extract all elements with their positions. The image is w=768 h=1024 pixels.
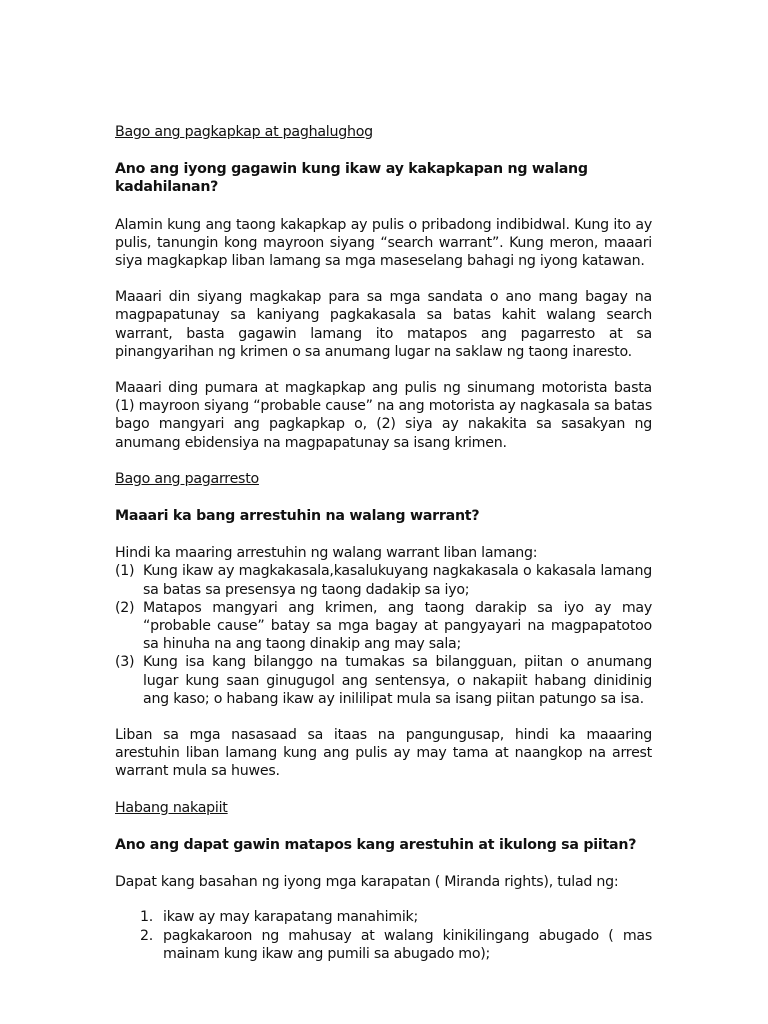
list-marker: (2) bbox=[115, 599, 135, 616]
list-item bbox=[115, 562, 652, 598]
rights-list bbox=[115, 908, 652, 963]
list-marker: (1) bbox=[115, 563, 135, 580]
list-intro: Dapat kang basahan ng iyong mga karapatan ( Miranda rights), tulad ng: bbox=[115, 874, 619, 891]
list-item-text: pagkakaroon ng mahusay at walang kinikilingang abugado ( mas mainam kung ikaw ang pumili sa abugado mo); bbox=[163, 927, 652, 962]
list-marker: (3) bbox=[115, 654, 135, 671]
list-intro: Hindi ka maaring arrestuhin ng walang warrant liban lamang: bbox=[115, 545, 538, 562]
section-question: Ano ang iyong gagawin kung ikaw ay kakapkapan ng walang kadahilanan? bbox=[115, 161, 588, 196]
conditions-list bbox=[115, 562, 652, 708]
list-item bbox=[115, 599, 652, 654]
list-item-text: Matapos mangyari ang krimen, ang taong darakip sa iyo ay may “probable cause” batay sa mga bagay at pangyayari na magpapatotoo sa hinuha na ang taong dinakip ang may sala; bbox=[143, 599, 652, 653]
list-item bbox=[140, 908, 652, 926]
list-item bbox=[115, 653, 652, 708]
section-question: Maaari ka bang arrestuhin na walang warrant? bbox=[115, 508, 480, 525]
list-marker: 1. bbox=[140, 909, 154, 926]
paragraph: Maaari ding pumara at magkapkap ang pulis ng sinumang motorista basta (1) mayroon siyang “probable cause” na ang motorista ay nagkasala sa batas bago mangyari ang pagkapkap o, (2) siya ay nakakita sa sasakyan ng anumang ebidensiya na magpapatunay sa isang krimen. bbox=[115, 380, 652, 451]
paragraph: Alamin kung ang taong kakapkap ay pulis o pribadong indibidwal. Kung ito ay pulis, tanungin kong mayroon siyang “search warrant”. Kung meron, maaari siya magkapkap liban lamang sa mga maseselang bahagi ng iyong katawan. bbox=[115, 216, 652, 270]
section-title: Bago ang pagarresto bbox=[115, 470, 259, 487]
paragraph: Liban sa mga nasasaad sa itaas na pangungusap, hindi ka maaaring arestuhin liban lamang kung ang pulis ay may tama at naangkop na arrest warrant mula sa huwes. bbox=[115, 727, 652, 780]
paragraph: Maaari din siyang magkakap para sa mga sandata o ano mang bagay na magpapatunay sa kaniyang pagkakasala sa batas kahit walang search warrant, basta gagawin lamang ito matapos ang pagarresto at sa pinangyarihan ng krimen o sa anumang lugar na saklaw ng taong inaresto. bbox=[115, 289, 652, 360]
list-marker: 2. bbox=[140, 927, 154, 944]
section-question: Ano ang dapat gawin matapos kang arestuhin at ikulong sa piitan? bbox=[115, 836, 637, 853]
list-item bbox=[140, 927, 652, 963]
list-item-text: Kung ikaw ay magkakasala,kasalukuyang nagkakasala o kakasala lamang sa batas sa presensya ng taong dadakip sa iyo; bbox=[143, 563, 652, 598]
section-title: Bago ang pagkapkap at paghalughog bbox=[115, 124, 373, 140]
list-item-text: Kung isa kang bilanggo na tumakas sa bilangguan, piitan o anumang lugar kung saan ginugugol ang sentensya, o nakapiit habang dinidinig ang kaso; o habang ikaw ay inililipat mula sa isang piitan patungo sa isa. bbox=[143, 654, 652, 707]
document-page bbox=[115, 123, 652, 963]
section-title: Habang nakapiit bbox=[115, 799, 228, 816]
list-item-text: ikaw ay may karapatang manahimik; bbox=[163, 909, 419, 926]
